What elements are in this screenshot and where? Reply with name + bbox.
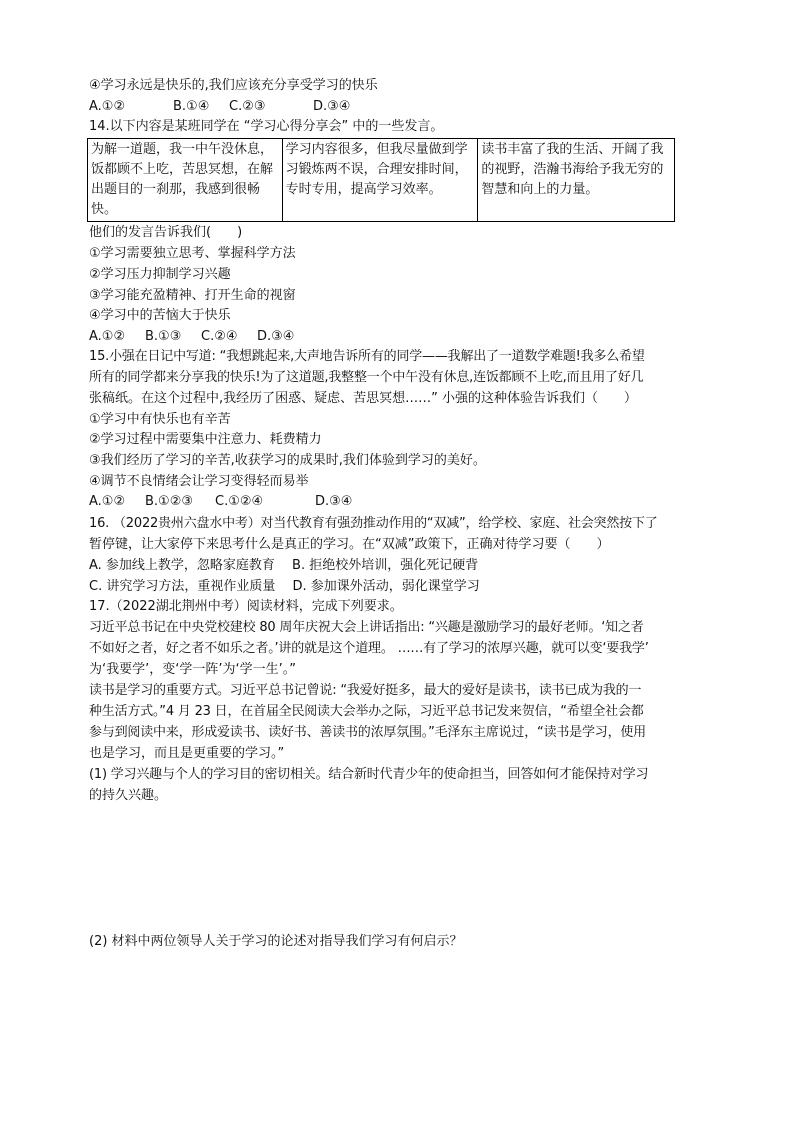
q14-cell-1: 为解一道题，我一中午没休息，饭都顾不上吃，苦思冥想，在解出题目的一刹那，我感到很畅快。 bbox=[88, 139, 283, 222]
q17-material-line-2: 不如好之者，好之者不如乐之者。’讲的就是这个道理。 ……有了学习的浓厚兴趣，就可以变‘要我学’ bbox=[89, 641, 649, 656]
q14-speech-table bbox=[87, 138, 675, 222]
q14-cell-3: 读书丰富了我的生活、开阔了我的视野，浩瀚书海给予我无穷的智慧和向上的力量。 bbox=[478, 139, 675, 222]
q15-item-3: ③我们经历了学习的辛苦,收获学习的成果时,我们体验到学习的美好。 bbox=[89, 453, 486, 468]
q14-option-c: C.②④ bbox=[201, 329, 238, 344]
q17-material-line-5: 种生活方式。”4 月 23 日，在首届全民阅读大会举办之际，习近平总书记发来贺信，“希望全社会都 bbox=[89, 704, 644, 719]
q14-options bbox=[89, 328, 294, 346]
q15-option-a: A.①② bbox=[89, 494, 126, 509]
q14-option-d: D.③④ bbox=[257, 329, 295, 344]
q14-item-3: ③学习能充盈精神、打开生命的视窗 bbox=[89, 288, 296, 303]
q14-option-a: A.①② bbox=[89, 329, 126, 344]
q15-stem-line-1: 15.小强在日记中写道: “我想跳起来,大声地告诉所有的同学——我解出了一道数学难题!我多么希望 bbox=[89, 349, 645, 364]
q15-options bbox=[89, 493, 352, 511]
q15-option-b: B.①②③ bbox=[145, 494, 194, 509]
q14-cell-2: 学习内容很多，但我尽量做到学习锻炼两不误，合理安排时间，专时专用，提高学习效率。 bbox=[282, 139, 478, 222]
q13-option-c: C.②③ bbox=[229, 99, 266, 114]
q15-item-2: ②学习过程中需要集中注意力、耗费精力 bbox=[89, 432, 322, 447]
q14-item-1: ①学习需要独立思考、掌握科学方法 bbox=[89, 246, 296, 261]
q15-item-4: ④调节不良情绪会让学习变得轻而易举 bbox=[89, 474, 309, 489]
q15-option-d: D.③④ bbox=[315, 494, 353, 509]
q14-item-4: ④学习中的苦恼大于快乐 bbox=[89, 308, 231, 323]
q17-sub1-line-2: 的持久兴趣。 bbox=[89, 788, 168, 803]
q15-item-1: ①学习中有快乐也有辛苦 bbox=[89, 412, 231, 427]
q16-options-row-1: A. 参加线上教学，忽略家庭教育 B. 拒绝校外培训，强化死记硬背 bbox=[89, 558, 479, 573]
q13-item-4: ④学习永远是快乐的,我们应该充分享受学习的快乐 bbox=[89, 78, 378, 93]
q14-question: 他们的发言告诉我们( ) bbox=[89, 225, 243, 240]
q17-material-line-7: 也是学习，而且是更重要的学习。” bbox=[89, 746, 285, 761]
q13-option-a: A.①② bbox=[89, 99, 126, 114]
q16-options-row-2: C. 讲究学习方法，重视作业质量 D. 参加课外活动，弱化课堂学习 bbox=[89, 579, 480, 594]
q17-stem: 17.（2022湖北荆州中考）阅读材料，完成下列要求。 bbox=[89, 599, 403, 614]
q17-material-line-1: 习近平总书记在中央党校建校 80 周年庆祝大会上讲话指出: “兴趣是激励学习的最好老师。‘知之者 bbox=[89, 620, 644, 635]
q14-stem: 14.以下内容是某班同学在 “学习心得分享会” 中的一些发言。 bbox=[89, 119, 444, 134]
q15-option-c: C.①②④ bbox=[215, 494, 264, 509]
q15-stem-line-2: 所有的同学都来分享我的快乐!为了这道题,我整整一个中午没有休息,连饭都顾不上吃,而且用了好几 bbox=[89, 370, 644, 385]
q15-stem-line-3: 张稿纸。在这个过程中,我经历了困惑、疑虑、苦思冥想……” 小强的这种体验告诉我们（ ） bbox=[89, 391, 638, 406]
q13-options bbox=[89, 98, 350, 116]
q14-option-b: B.①③ bbox=[145, 329, 182, 344]
q16-stem-line-2: 暂停键，让大家停下来思考什么是真正的学习。在“双减”政策下，正确对待学习要（ ） bbox=[89, 537, 610, 552]
q17-material-line-6: 参与到阅读中来，形成爱读书、读好书、善读书的浓厚氛围。”毛泽东主席说过，“读书是学习，使用 bbox=[89, 725, 646, 740]
q17-sub1-line-1: (1) 学习兴趣与个人的学习目的密切相关。结合新时代青少年的使命担当，回答如何才能保持对学习 bbox=[89, 767, 649, 782]
q13-option-b: B.①④ bbox=[173, 99, 210, 114]
q16-stem-line-1: 16. （2022贵州六盘水中考）对当代教育有强劲推动作用的“双减”，给学校、家庭、社会突然按下了 bbox=[89, 516, 658, 531]
q17-material-line-4: 读书是学习的重要方式。习近平总书记曾说: “我爱好挺多，最大的爱好是读书，读书已成为我的一 bbox=[89, 683, 642, 698]
q14-item-2: ②学习压力抑制学习兴趣 bbox=[89, 267, 231, 282]
q13-option-d: D.③④ bbox=[313, 99, 351, 114]
q17-material-line-3: 为‘我要学’，变‘学一阵’为‘学一生’。” bbox=[89, 662, 297, 677]
table-row bbox=[88, 139, 675, 222]
q17-sub2: (2) 材料中两位领导人关于学习的论述对指导我们学习有何启示？ bbox=[89, 934, 463, 949]
